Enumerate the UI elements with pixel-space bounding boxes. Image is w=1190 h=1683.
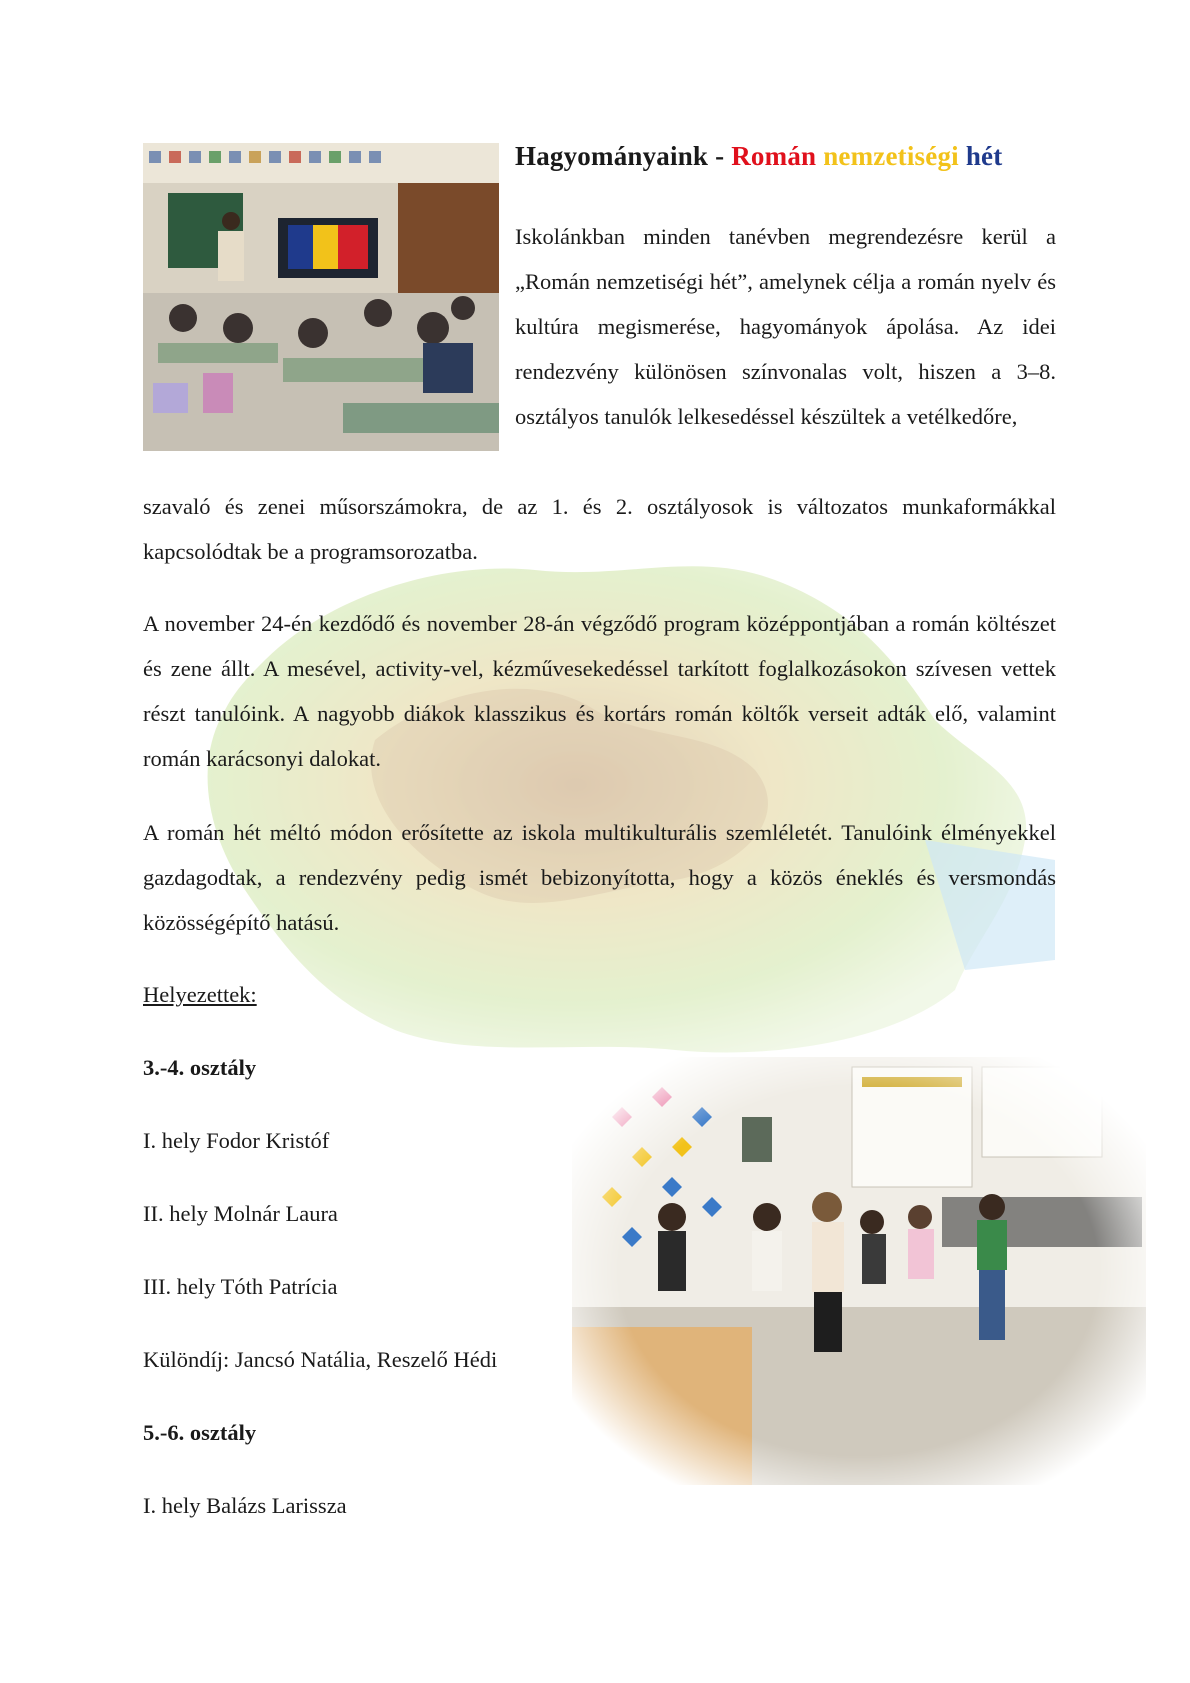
group2-first-place: I. hely Balázs Larissza	[143, 1493, 347, 1518]
paragraph-3: A román hét méltó módon erősítette az iskola multikulturális szemléletét. Tanulóink élményekkel gazdagodtak, a rendezvény pedig ismét bebizonyította, hogy a közös éneklés és versmondás közösségépítő hatású.	[143, 820, 1056, 935]
group1-third-place: III. hely Tóth Patrícia	[143, 1274, 338, 1299]
title-word-roman: Román	[731, 141, 817, 171]
title-word-nemzetisegi: nemzetiségi	[823, 141, 959, 171]
group1-second-place: II. hely Molnár Laura	[143, 1201, 338, 1226]
group1-first-place: I. hely Fodor Kristóf	[143, 1128, 330, 1153]
title-prefix: Hagyományaink -	[515, 141, 732, 171]
group1-special-prize: Különdíj: Jancsó Natália, Reszelő Hédi	[143, 1347, 498, 1372]
results-heading: Helyezettek:	[143, 982, 257, 1007]
paragraph-1-continued: szavaló és zenei műsorszámokra, de az 1. és 2. osztályosok is változatos munkaformákkal kapcsolódtak be a programsorozatba.	[143, 494, 1056, 564]
group1-title: 3.-4. osztály	[143, 1055, 257, 1080]
paragraph-2: A november 24-én kezdődő és november 28-án végződő program középpontjában a román költészet és zene állt. A mesével, activity-vel, kézművesekedéssel tarkított foglalkozásokon szívesen vettek részt tanulóink. A nagyobb diákok klasszikus és kortárs román költők verseit adták elő, valamint román karácsonyi dalokat.	[143, 611, 1056, 771]
article-title	[515, 141, 1002, 172]
title-word-het: hét	[965, 141, 1003, 171]
classroom-presentation-photo	[143, 143, 499, 451]
students-reciting-photo	[572, 1057, 1146, 1485]
group2-title: 5.-6. osztály	[143, 1420, 257, 1445]
paragraph-1-wrapped: Iskolánkban minden tanévben megrendezésre kerül a „Román nemzetiségi hét”, amelynek célja a román nyelv és kultúra megismerése, hagyományok ápolása. Az idei rendezvény különösen színvonalas volt, hiszen a 3–8. osztályos tanulók lelkesedéssel készültek a vetélkedőre,	[515, 224, 1056, 429]
